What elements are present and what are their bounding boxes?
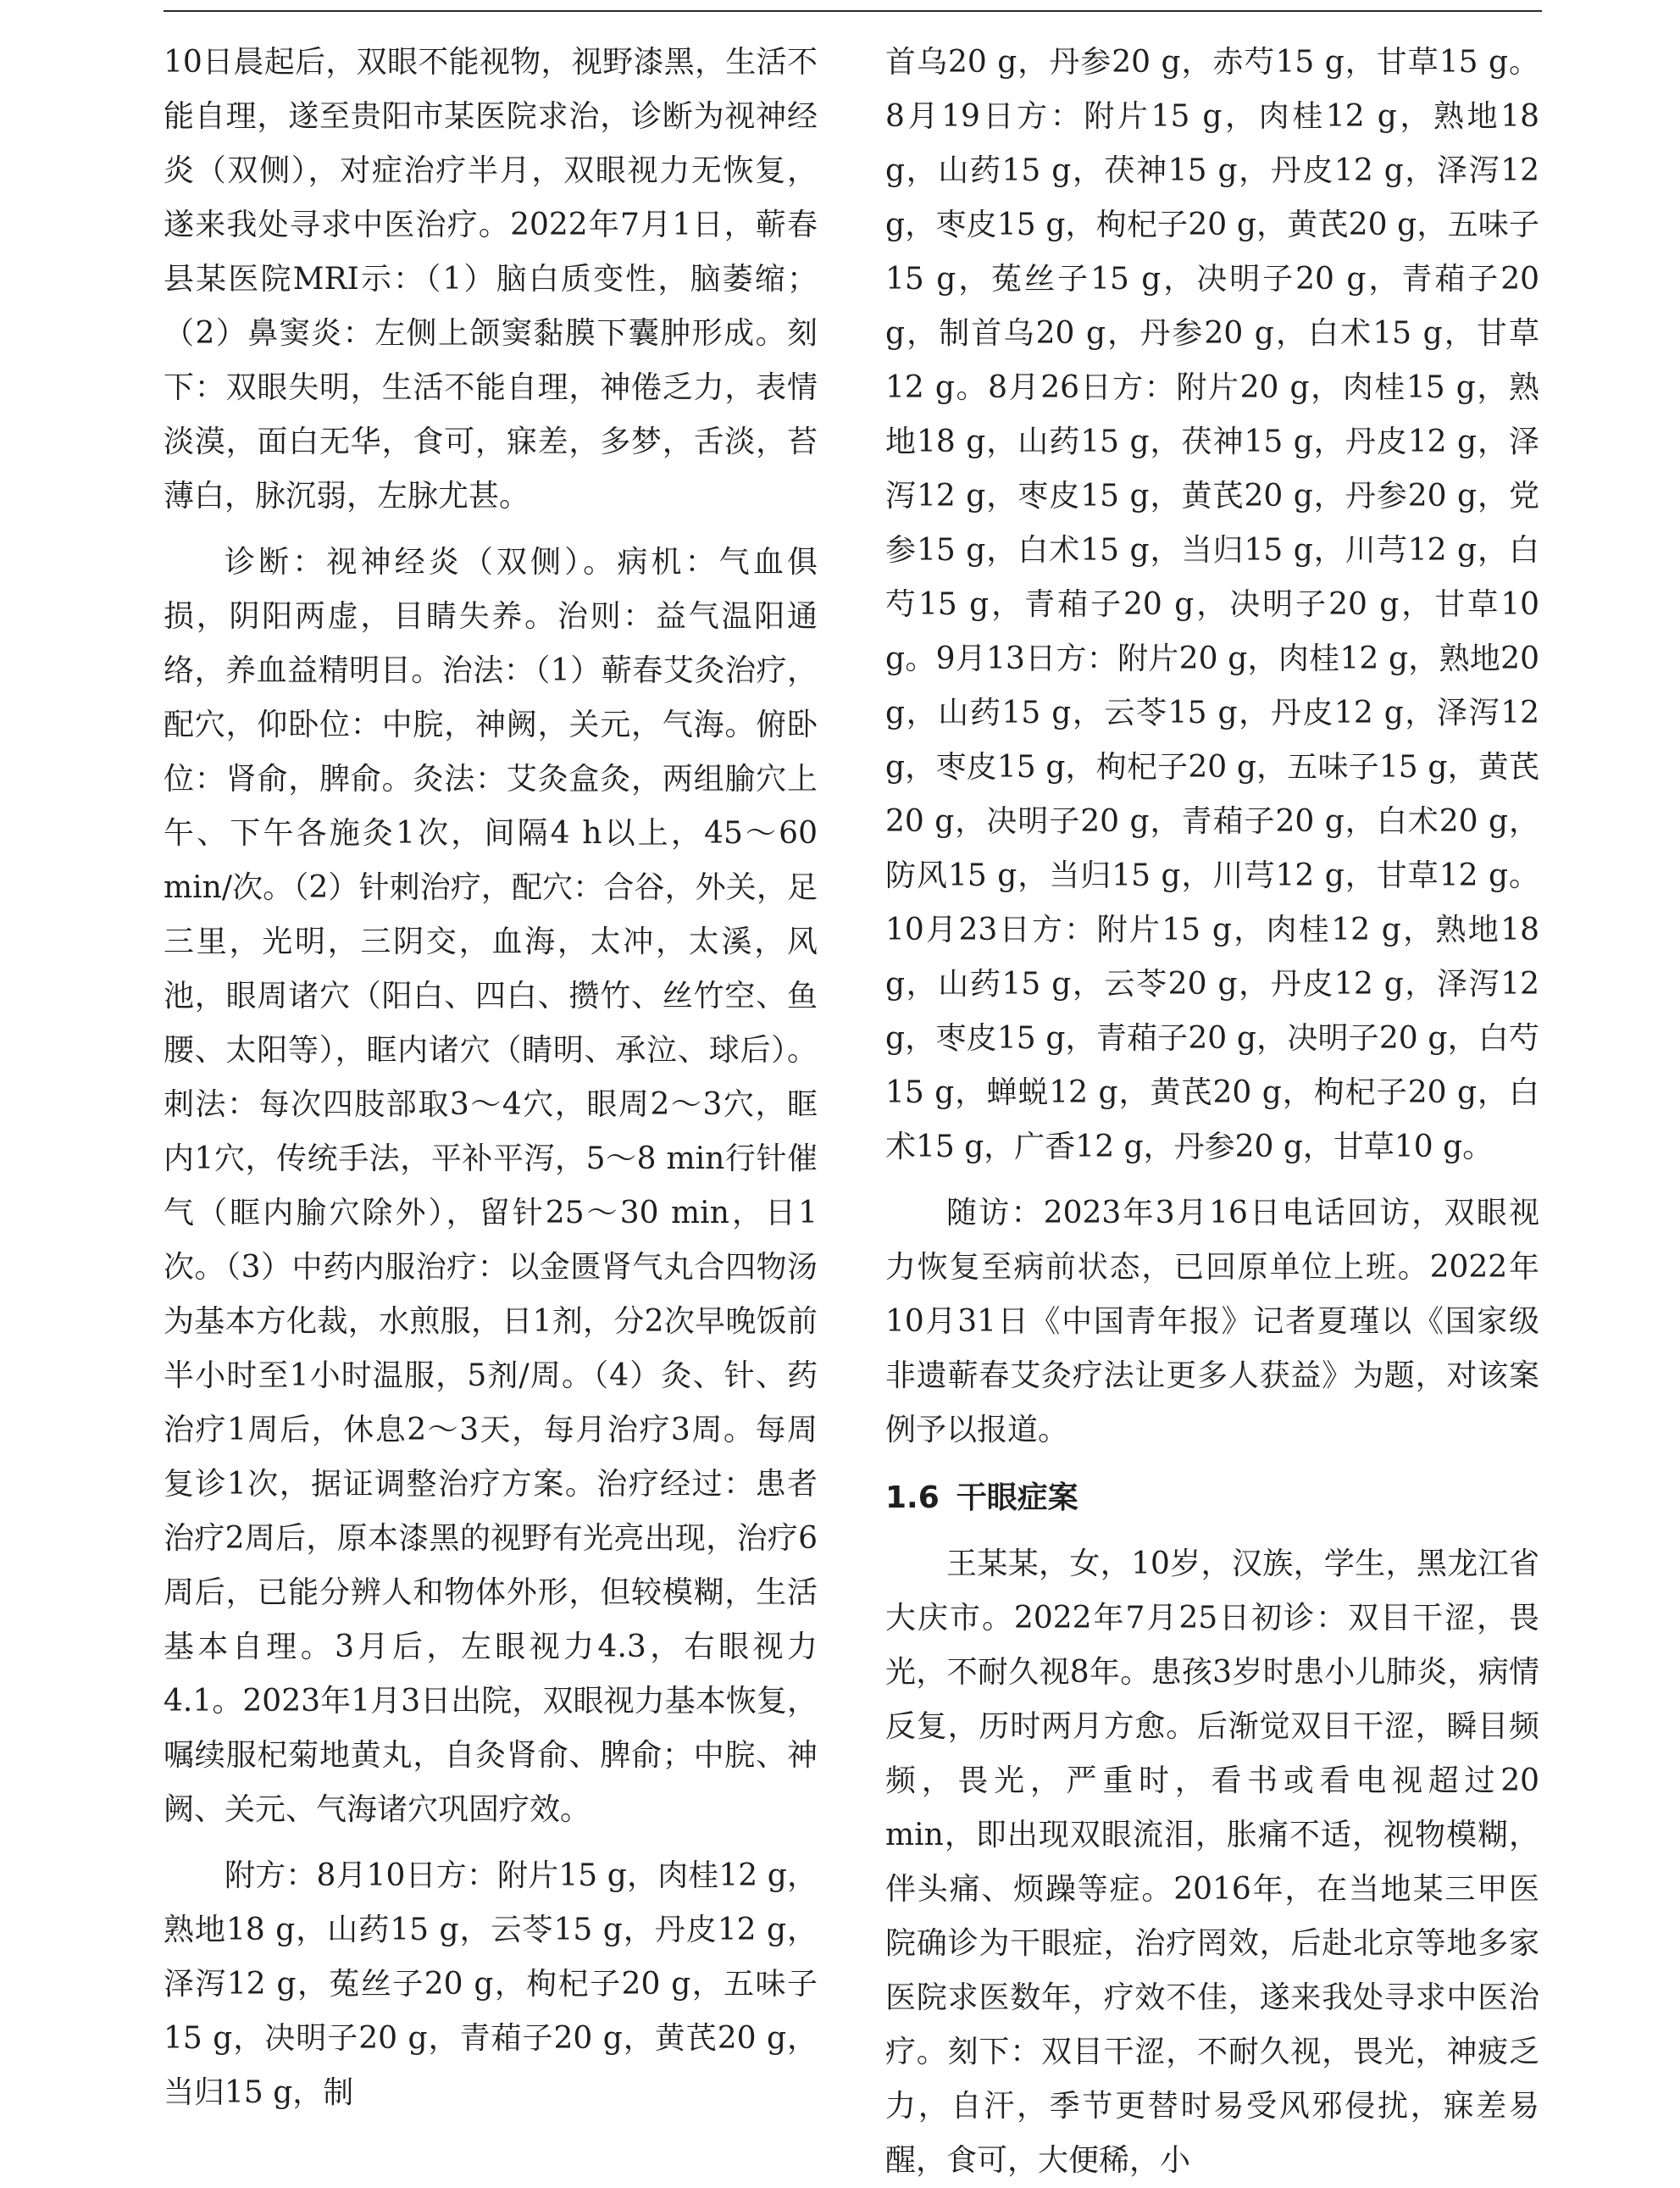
case-history-paragraph: 10日晨起后，双眼不能视物，视野漆黑，生活不能自理，遂至贵阳市某医院求治，诊断为视神经炎（双侧），对症治疗半月，双眼视力无恢复，遂来我处寻求中医治疗。2022年7月1日，蕲春县某医院MRI示：（1）脑白质变性，脑萎缩；（2）鼻窦炎：左侧上颌窦黏膜下囊肿形成。刻下：双眼失明，生活不能自理，神倦乏力，表情淡漠，面白无华，食可，寐差，多梦，舌淡，苔薄白，脉沉弱，左脉尤甚。: [164, 45, 818, 514]
prescription-paragraph: 附方：8月10日方：附片15 g，肉桂12 g，熟地18 g，山药15 g，云苓15 g，丹皮12 g，泽泻12 g，菟丝子20 g，枸杞子20 g，五味子15 g，决明子20 g，青葙子20 g，黄芪20 g，当归15 g，制: [164, 1858, 818, 2110]
section-heading: [885, 1471, 1539, 1525]
prescription-continued-paragraph: 首乌20 g，丹参20 g，赤芍15 g，甘草15 g。8月19日方：附片15 g，肉桂12 g，熟地18 g，山药15 g，茯神15 g，丹皮12 g，泽泻12 g，枣皮15 g，枸杞子20 g，黄芪20 g，五味子15 g，菟丝子15 g，决明子20 g，青葙子20 g，制首乌20 g，丹参20 g，白术15 g，甘草12 g。8月26日方：附片20 g，肉桂15 g，熟地18 g，山药15 g，茯神15 g，丹皮12 g，泽泻12 g，枣皮15 g，黄芪20 g，丹参20 g，党参15 g，白术15 g，当归15 g，川芎12 g，白芍15 g，青葙子20 g，决明子20 g，甘草10 g。9月13日方：附片20 g，肉桂12 g，熟地20 g，山药15 g，云苓15 g，丹皮12 g，泽泻12 g，枣皮15 g，枸杞子20 g，五味子15 g，黄芪20 g，决明子20 g，青葙子20 g，白术20 g，防风15 g，当归15 g，川芎12 g，甘草12 g。10月23日方：附片15 g，肉桂12 g，熟地18 g，山药15 g，云苓20 g，丹皮12 g，泽泻12 g，枣皮15 g，青葙子20 g，决明子20 g，白芍15 g，蝉蜕12 g，黄芪20 g，枸杞子20 g，白术15 g，广香12 g，丹参20 g，甘草10 g。: [885, 45, 1539, 1164]
follow-up-paragraph: 随访：2023年3月16日电话回访，双眼视力恢复至病前状态，已回原单位上班。2022年10月31日《中国青年报》记者夏瑾以《国家级非遗蕲春艾灸疗法让更多人获益》为题，对该案例予以报道。: [885, 1196, 1539, 1447]
dry-eye-case-paragraph: 王某某，女，10岁，汉族，学生，黑龙江省大庆市。2022年7月25日初诊：双目干涩，畏光，不耐久视8年。患孩3岁时患小儿肺炎，病情反复，历时两月方愈。后渐觉双目干涩，瞬目频频，畏光，严重时，看书或看电视超过20 min，即出现双眼流泪，胀痛不适，视物模糊，伴头痛、烦躁等症。2016年，在当地某三甲医院确诊为干眼症，治疗罔效，后赴北京等地多家医院求医数年，疗效不佳，遂来我处寻求中医治疗。刻下：双目干涩，不耐久视，畏光，神疲乏力，自汗，季节更替时易受风邪侵扰，寐差易醒，食可，大便稀，小: [885, 1547, 1539, 2178]
section-number: 1.6: [885, 1480, 940, 1515]
left-column: [164, 36, 818, 2120]
diagnosis-treatment-paragraph: 诊断：视神经炎（双侧）。病机：气血俱损，阴阳两虚，目睛失养。治则：益气温阳通络，养血益精明目。治法：（1）蕲春艾灸治疗，配穴，仰卧位：中脘，神阙，关元，气海。俯卧位：肾俞，脾俞。灸法：艾灸盒灸，两组腧穴上午、下午各施灸1次，间隔4 h以上，45～60 min/次。（2）针刺治疗，配穴：合谷，外关，足三里，光明，三阴交，血海，太冲，太溪，风池，眼周诸穴（阳白、四白、攒竹、丝竹空、鱼腰、太阳等），眶内诸穴（睛明、承泣、球后）。刺法：每次四肢部取3～4穴，眼周2～3穴，眶内1穴，传统手法，平补平泻，5～8 min行针催气（眶内腧穴除外），留针25～30 min，日1次。（3）中药内服治疗：以金匮肾气丸合四物汤为基本方化裁，水煎服，日1剂，分2次早晚饭前半小时至1小时温服，5剂/周。（4）灸、针、药治疗1周后，休息2～3天，每月治疗3周。每周复诊1次，据证调整治疗方案。治疗经过：患者治疗2周后，原本漆黑的视野有光亮出现，治疗6周后，已能分辨人和物体外形，但较模糊，生活基本自理。3月后，左眼视力4.3，右眼视力4.1。2023年1月3日出院，双眼视力基本恢复，嘱续服杞菊地黄丸，自灸肾俞、脾俞；中脘、神阙、关元、气海诸穴巩固疗效。: [164, 545, 818, 1827]
header-rule: [164, 10, 1542, 12]
section-title: 干眼症案: [956, 1480, 1078, 1515]
right-column: [885, 36, 1539, 2188]
